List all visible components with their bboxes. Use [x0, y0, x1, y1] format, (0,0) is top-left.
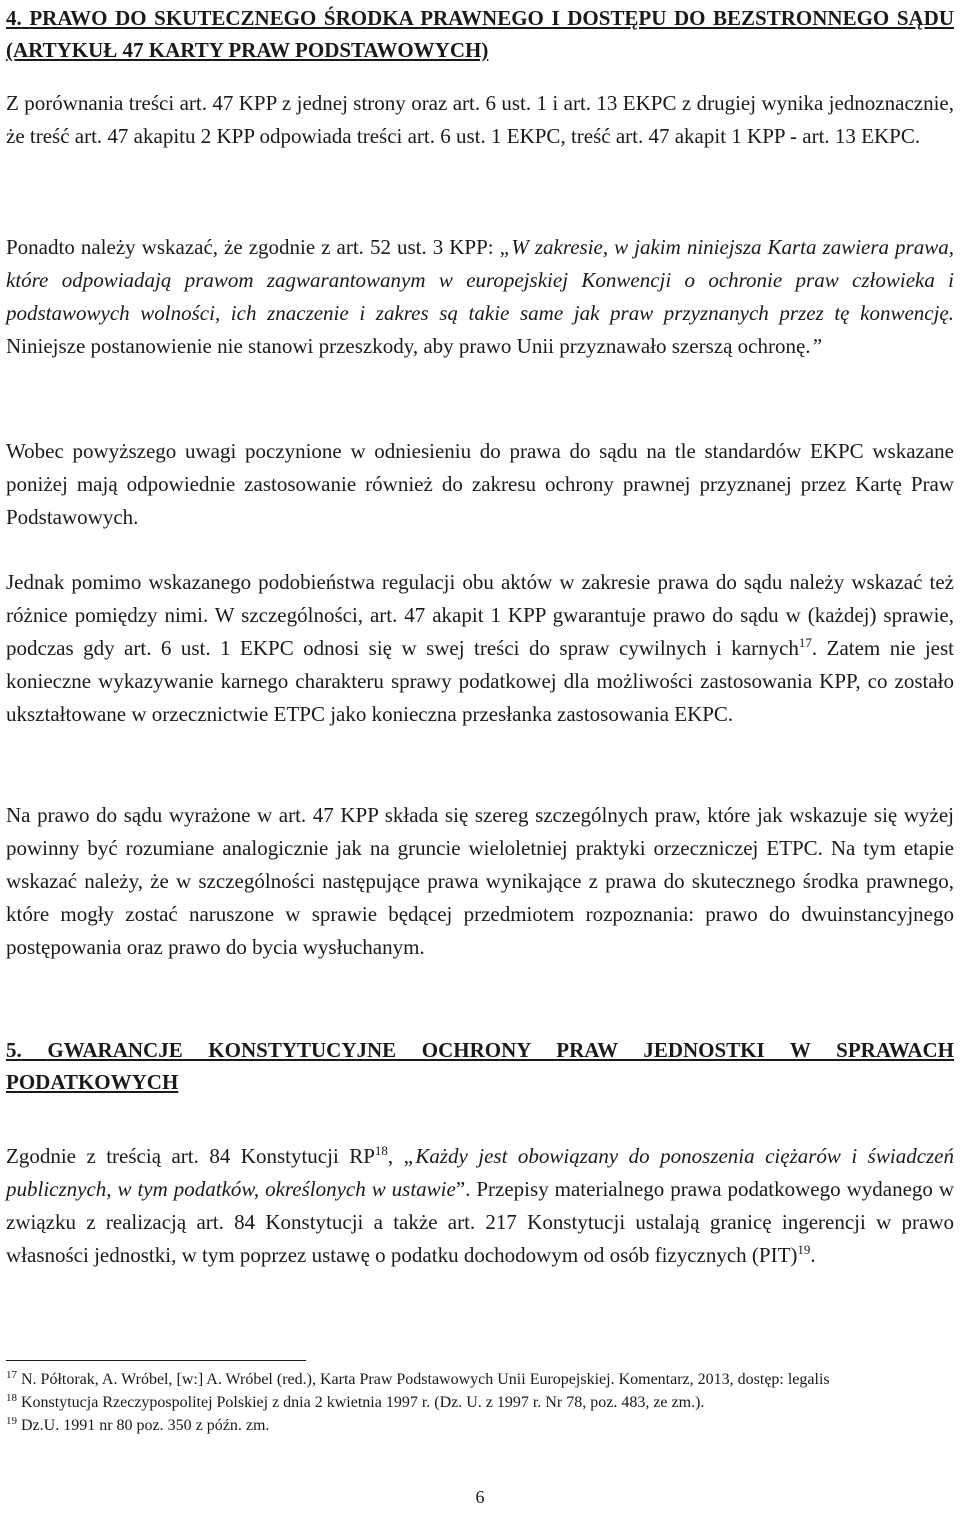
footnote-18 — [6, 1391, 954, 1414]
paragraph-6-part3: ”. Przepisy materialnego prawa podatkowego wydanego w związku z realizacją art. 84 Konstytucji a także art. 217 Konstytucji ustalają granicę ingerencji w prawo własności jednostki, w tym poprzez ustawę o podatku dochodowym od osób fizycznych (PIT) — [6, 1177, 955, 1267]
section-4-title: PRAWO DO SKUTECZNEGO ŚRODKA PRAWNEGO I DOSTĘPU DO BEZSTRONNEGO SĄDU (ARTYKUŁ 47 KARTY PRAW PODSTAWOWYCH) — [6, 6, 954, 62]
paragraph-4-part2: . Zatem nie jest konieczne wykazywanie karnego charakteru sprawy podatkowej dla możliwości zastosowania KPP, co zostało ukształtowane w orzecznictwie ETPC jako konieczna przesłanka zastosowania EKPC. — [6, 636, 954, 726]
footnote-17 — [6, 1368, 954, 1391]
paragraph-2-lead: Ponadto należy wskazać, że zgodnie z art. 52 ust. 3 KPP: — [6, 235, 500, 259]
paragraph-2 — [6, 231, 954, 363]
section-5-heading — [6, 1034, 954, 1098]
footnote-18-number: 18 — [6, 1392, 17, 1404]
paragraph-4 — [6, 566, 954, 731]
paragraph-6-quote: „Każdy jest obowiązany do ponoszenia ciężarów i świadczeń publicznych, w tym podatków, określonych w ustawie — [6, 1144, 955, 1201]
section-4-number: 4. — [6, 6, 22, 30]
paragraph-2-quote: „W zakresie, w jakim niniejsza Karta zawiera prawa, które odpowiadają prawom zagwarantowanym w europejskiej Konwencji o ochronie praw człowieka i podstawowych wolności, ich znaczenie i zakres są takie same jak praw przyznanych przez tę konwencję. — [6, 235, 954, 325]
paragraph-6-part4: . — [810, 1243, 816, 1267]
section-5-title: GWARANCJE KONSTYTUCYJNE OCHRONY PRAW JEDNOSTKI W SPRAWACH PODATKOWYCH — [6, 1038, 954, 1094]
paragraph-2-quote-cont: Niniejsze postanowienie nie stanowi przeszkody, aby prawo Unii przyznawało szerszą ochronę. — [6, 334, 811, 358]
page-number: 6 — [475, 1487, 485, 1507]
footnote-17-number: 17 — [6, 1369, 17, 1381]
section-5-number: 5. — [6, 1038, 22, 1062]
footnote-separator — [6, 1360, 306, 1361]
paragraph-1: Z porównania treści art. 47 KPP z jednej strony oraz art. 6 ust. 1 i art. 13 EKPC z drugiej wynika jednoznacznie, że treść art. 47 akapitu 2 KPP odpowiada treści art. 6 ust. 1 EKPC, treść art. 47 akapit 1 KPP - art. 13 EKPC. — [6, 91, 954, 148]
footnote-17-text: N. Półtorak, A. Wróbel, [w:] A. Wróbel (red.), Karta Praw Podstawowych Unii Europejskiej. Komentarz, 2013, dostęp: legalis — [21, 1371, 830, 1388]
paragraph-5: Na prawo do sądu wyrażone w art. 47 KPP składa się szereg szczególnych praw, które jak wskazuje się wyżej powinny być rozumiane analogicznie jak na gruncie wieloletniej praktyki orzeczniczej ETPC. Na tym etapie wskazać należy, że w szczególności następujące prawa wynikające z prawa do skutecznego środka prawnego, które mogły zostać naruszone w sprawie będącej przedmiotem rozpoznania: prawo do dwuinstancyjnego postępowania oraz prawo do bycia wysłuchanym. — [6, 803, 954, 959]
section-4-heading — [6, 2, 954, 66]
footnote-18-text: Konstytucja Rzeczypospolitej Polskiej z dnia 2 kwietnia 1997 r. (Dz. U. z 1997 r. Nr 78, poz. 483, ze zm.). — [21, 1394, 705, 1411]
paragraph-6-part1: Zgodnie z treścią art. 84 Konstytucji RP — [6, 1144, 375, 1168]
paragraph-3: Wobec powyższego uwagi poczynione w odniesieniu do prawa do sądu na tle standardów EKPC wskazane poniżej mają odpowiednie zastosowanie również do zakresu ochrony prawnej przyznanej przez Kartę Praw Podstawowych. — [6, 439, 954, 529]
footnotes — [6, 1368, 954, 1437]
footnote-ref-18[interactable]: 18 — [374, 1143, 388, 1158]
footnote-ref-17[interactable]: 17 — [798, 635, 812, 650]
paragraph-4-part1: Jednak pomimo wskazanego podobieństwa regulacji obu aktów w zakresie prawa do sądu należy wskazać też różnice pomiędzy nimi. W szczególności, art. 47 akapit 1 KPP gwarantuje prawo do sądu w (każdej) sprawie, podczas gdy art. 6 ust. 1 EKPC odnosi się w swej treści do spraw cywilnych i karnych — [6, 570, 954, 660]
paragraph-6-part2: , — [387, 1144, 404, 1168]
paragraph-6 — [6, 1140, 954, 1272]
footnote-19-number: 19 — [6, 1415, 17, 1427]
footnote-ref-19[interactable]: 19 — [797, 1242, 811, 1257]
footnote-19 — [6, 1414, 954, 1437]
paragraph-2-quote-end: ” — [810, 334, 823, 358]
footnote-19-text: Dz.U. 1991 nr 80 poz. 350 z późn. zm. — [21, 1417, 270, 1434]
